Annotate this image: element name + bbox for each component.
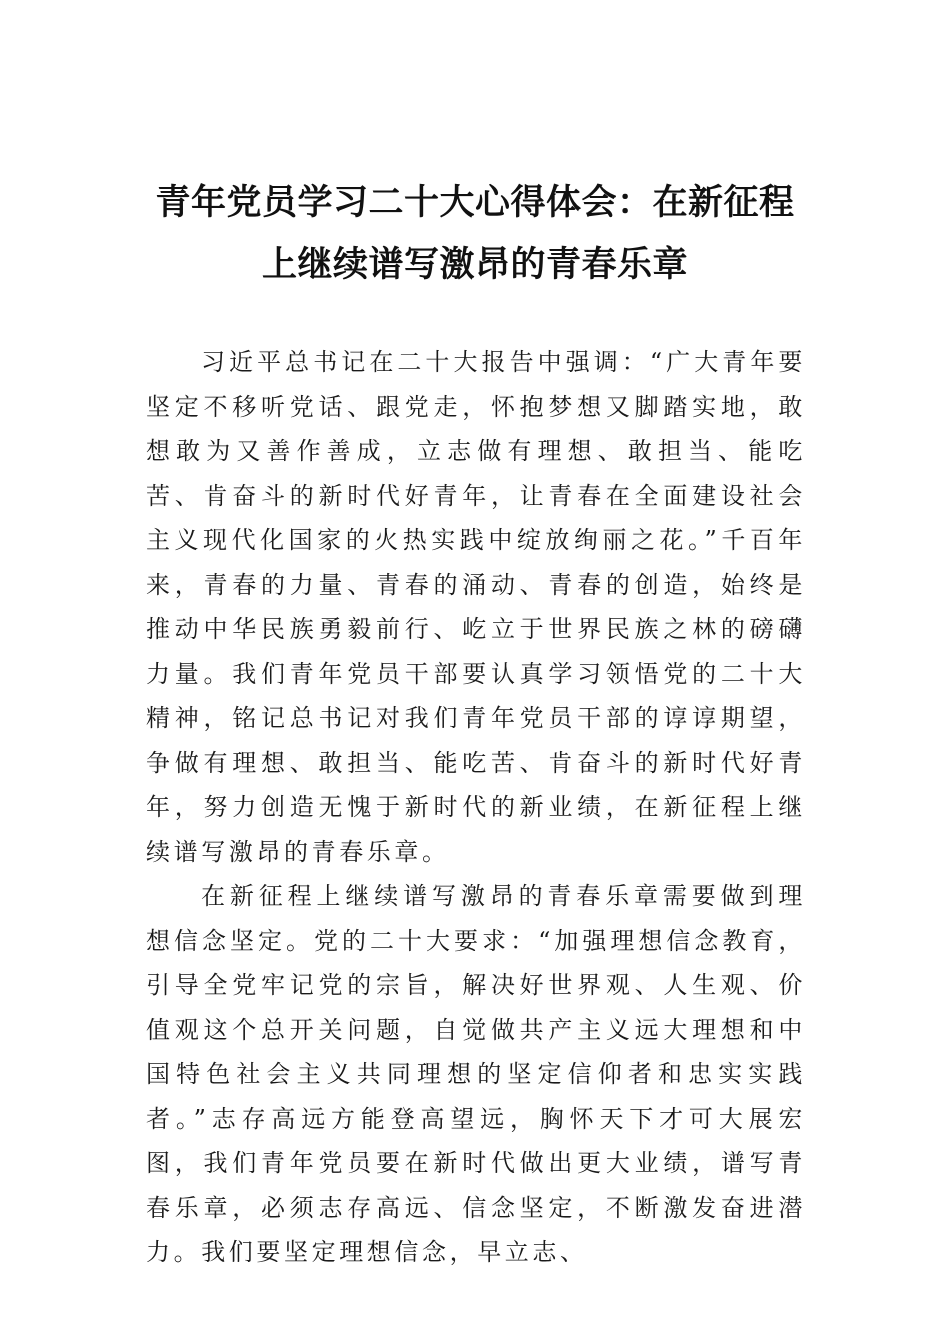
paragraph-2: 在新征程上继续谱写激昂的青春乐章需要做到理想信念坚定。党的二十大要求：“加强理想信念教育，引导全党牢记党的宗旨，解决好世界观、人生观、价值观这个总开关问题，自觉做共产主义远大理想和中国特色社会主义共同理想的坚定信仰者和忠实实践者。”志存高远方能登高望远，胸怀天下才可大展宏图，我们青年党员要在新时代做出更大业绩，谱写青春乐章，必须志存高远、信念坚定，不断激发奋进潜力。我们要坚定理想信念，早立志、 <box>146 882 806 1266</box>
title-line-1: 青年党员学习二十大心得体会：在新征程 <box>155 182 795 223</box>
document-title <box>130 172 820 296</box>
document-body <box>146 340 806 1275</box>
title-line-2: 上继续谱写激昂的青春乐章 <box>261 244 688 285</box>
paragraph-1: 习近平总书记在二十大报告中强调：“广大青年要坚定不移听党话、跟党走，怀抱梦想又脚踏实地，敢想敢为又善作善成，立志做有理想、敢担当、能吃苦、肯奋斗的新时代好青年，让青春在全面建设社会主义现代化国家的火热实践中绽放绚丽之花。”千百年来，青春的力量、青春的涌动、青春的创造，始终是推动中华民族勇毅前行、屹立于世界民族之林的磅礴力量。我们青年党员干部要认真学习领悟党的二十大精神，铭记总书记对我们青年党员干部的谆谆期望，争做有理想、敢担当、能吃苦、肯奋斗的新时代好青年，努力创造无愧于新时代的新业绩，在新征程上继续谱写激昂的青春乐章。 <box>146 348 806 866</box>
